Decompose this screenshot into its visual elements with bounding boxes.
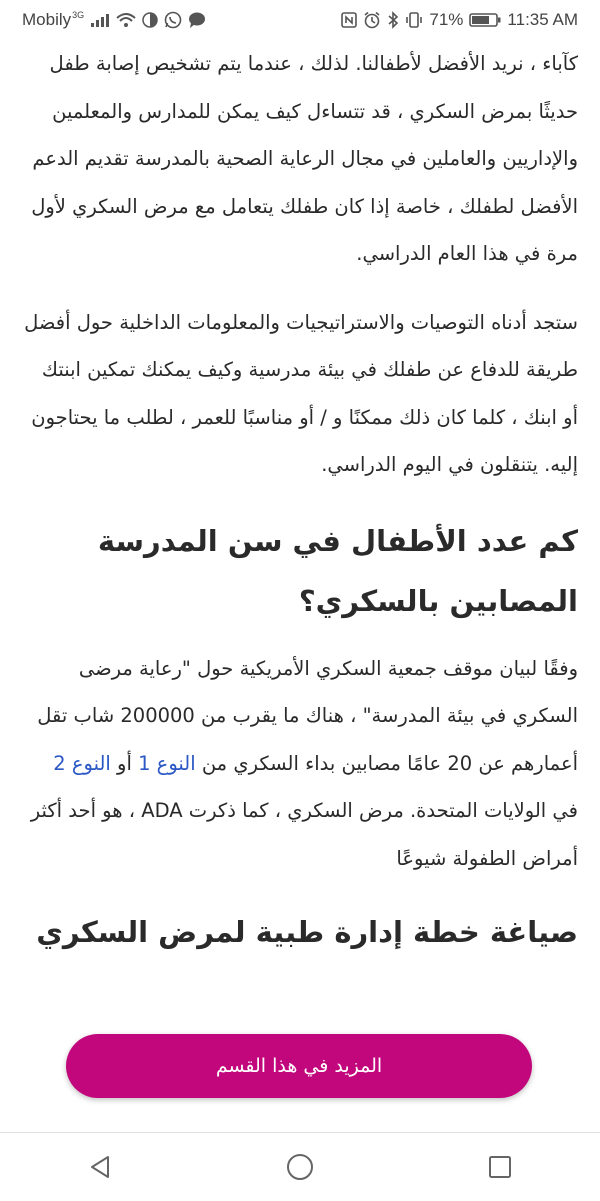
paragraph-text: في الولايات المتحدة. مرض السكري ، كما ذكرت ADA ، هو أحد أكثر أمراض الطفولة شيوعًا [30,799,578,870]
paragraph-text: أو [110,751,139,775]
network-type: 3G [72,10,85,21]
article-paragraph: ستجد أدناه التوصيات والاستراتيجيات والمعلومات الداخلية حول أفضل طريقة للدفاع عن طفلك في بيئة مدرسية وكيف يمكنك تمكين ابنتك أو ابنك ، كلما كان ذلك ممكنًا و / أو مناسبًا للعمر ، لطلب ما يحتاجون إليه. يتنقلون في اليوم الدراسي. [24,310,578,476]
back-button[interactable] [70,1137,130,1197]
back-triangle-icon [87,1154,113,1180]
article-body [22,40,578,952]
nfc-icon [341,12,357,28]
type1-link[interactable]: النوع 1 [138,751,196,775]
mode-icon [142,12,158,28]
type2-link[interactable]: النوع 2 [53,751,111,775]
article-paragraph: كآباء ، نريد الأفضل لأطفالنا. لذلك ، عندما يتم تشخيص إصابة طفل حديثًا بمرض السكري ، قد تتساءل كيف يمكن للمدارس والمعلمين والإداريين والعاملين في مجال الرعاية الصحية بالمدرسة تقديم الدعم الأفضل لطفلك ، خاصة إذا كان طفلك يتعامل مع مرض السكري لأول مرة في هذا العام الدراسي. [31,52,578,265]
section-heading-partial: صياغة خطة إدارة طبية لمرض السكري [36,915,578,949]
home-button[interactable] [270,1137,330,1197]
wifi-icon [116,12,136,28]
bluetooth-icon [387,11,399,29]
more-in-section-button[interactable] [66,1034,532,1098]
recents-button[interactable] [470,1137,530,1197]
vibrate-icon [405,11,423,29]
recents-square-icon [488,1155,512,1179]
paragraph-text: وفقًا لبيان موقف جمعية السكري الأمريكية حول "رعاية مرضى السكري في بيئة المدرسة" ، هناك ما يقرب من 200000 شاب تقل أعمارهم عن 20 عامًا مصابين بداء السكري من [37,656,578,775]
message-icon [188,11,206,29]
status-bar [0,0,600,40]
whatsapp-icon [164,11,182,29]
more-in-section-label: المزيد في هذا القسم [215,1055,383,1077]
status-left [22,10,206,30]
home-circle-icon [286,1153,314,1181]
section-heading: كم عدد الأطفال في سن المدرسة المصابين بالسكري؟ [97,523,578,618]
system-nav-bar [0,1132,600,1201]
battery-icon [469,12,501,28]
clock-time: 11:35 AM [507,10,578,29]
status-right [341,10,578,30]
article-paragraph [22,645,578,883]
alarm-icon [363,11,381,29]
carrier-name: Mobily$^{3G}$ [22,10,85,29]
battery-percent: 71% [429,10,464,29]
signal-icon [90,12,110,28]
